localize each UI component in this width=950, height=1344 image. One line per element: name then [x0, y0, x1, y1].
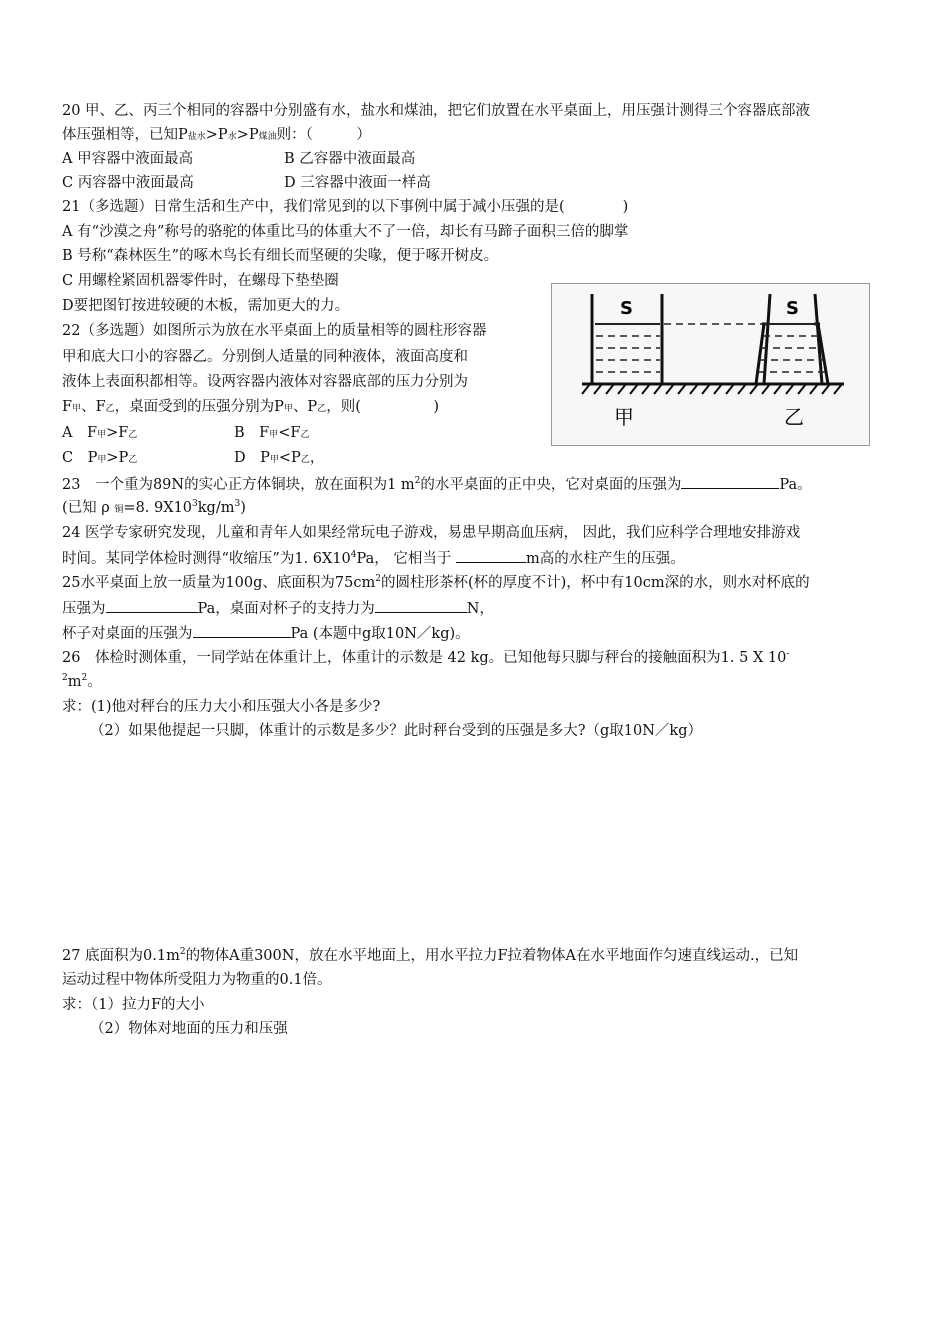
q25-support-force-blank[interactable] — [375, 598, 467, 613]
q24-line1: 24 医学专家研究发现，儿童和青年人如果经常玩电子游戏，易患早期高血压病， 因此，我们应科学合理地安排游戏 — [62, 525, 801, 541]
q22-stem-line1: 22（多选题）如图所示为放在水平桌面上的质量相等的圆柱形容器 — [62, 323, 487, 339]
q20-stem-line1: 20 甲、乙、丙三个相同的容器中分别盛有水，盐水和煤油，把它们放置在水平桌面上，用压强计测得三个容器底部液 — [62, 103, 811, 119]
q25-line2: 压强为 Pa，桌面对杯子的支持力为 N， — [62, 598, 494, 619]
q20-option-b: B 乙容器中液面最高 — [284, 151, 416, 167]
q22-stem-line2: 甲和底大口小的容器乙。分别倒人适量的同种液体，液面高度和 — [62, 349, 468, 365]
q23-line2: (已知 ρ 铜=8. $9X10^3kg/m^3$) — [62, 499, 246, 516]
liquid-jia — [595, 324, 660, 372]
q26-line1: 26 体检时测体重，一同学站在体重计上，体重计的示数是 42 kg。已知他每只脚与秤台的接触面积为1. 5 X 10- — [62, 649, 790, 666]
q20-option-c: C 丙容器中液面最高 — [62, 175, 194, 191]
q25-line1: 25水平桌面上放一质量为100g、底面积为$75cm^2$的圆柱形茶杯(杯的厚度不计)，杯中有10cm深的水，则水对杯底的 — [62, 574, 810, 591]
q21-option-d: D要把图钉按进较硬的木板，需加更大的力。 — [62, 298, 350, 314]
q23-answer-blank[interactable] — [681, 474, 779, 489]
q26-subq1: 求：(1)他对秤台的压力大小和压强大小各是多少? — [62, 699, 381, 715]
q26-line2: $^2m^2$。 — [62, 673, 102, 690]
q21-option-c: C 用螺栓紧固机器零件时，在螺母下垫垫圈 — [62, 273, 339, 289]
q27-line2: 运动过程中物体所受阻力为物重的0.1倍。 — [62, 972, 332, 988]
label-s-jia: S — [620, 298, 633, 319]
q25-pressure-blank[interactable] — [106, 598, 198, 613]
containers-diagram — [552, 284, 869, 445]
q21-stem: 21（多选题）日常生活和生产中，我们常见到的以下事例中属于减小压强的是( ) — [62, 199, 629, 215]
label-s-yi: S — [786, 298, 799, 319]
q24-answer-blank[interactable] — [456, 548, 526, 563]
q24-line2: 时间。某同学体检时测得“收缩压”为1. $6X10^4Pa$， 它相当于 m高的水柱产生的压强。 — [62, 548, 685, 569]
q22-option-a: A F甲>F乙 — [62, 425, 138, 441]
q20-option-a: A 甲容器中液面最高 — [62, 151, 194, 167]
q20-stem-line2: 体压强相等，已知P盐水>P水>P煤油则：（ ） — [62, 127, 371, 143]
label-jia: 甲 — [614, 405, 634, 429]
containers-figure — [551, 283, 870, 446]
q27-subq2: （2）物体对地面的压力和压强 — [90, 1021, 288, 1037]
q26-subq2: （2）如果他提起一只脚，体重计的示数是多少？此时秤台受到的压强是多大?（g取10N／kg） — [90, 723, 702, 739]
q22-option-d: D P甲<P乙， — [234, 450, 325, 466]
q22-stem-line4: F甲、F乙，桌面受到的压强分别为P甲、P乙，则( ) — [62, 399, 440, 415]
q22-option-c: C P甲>P乙 — [62, 450, 138, 466]
q27-line1: 27 底面积为$0.1m^2$的物体A重300N，放在水平地面上，用水平拉力F拉着物体A在水平地面作匀速直线运动.，已知 — [62, 947, 799, 964]
q21-option-a: A 有“沙漠之舟”称号的骆驼的体重比马的体重大不了一倍，却长有马蹄子面积三倍的脚掌 — [62, 224, 629, 240]
q20-options-row2 — [62, 173, 431, 193]
q25-cup-pressure-blank[interactable] — [193, 623, 291, 638]
q27-subq1: 求：（1）拉力F的大小 — [62, 997, 205, 1013]
q22-options-row2 — [62, 448, 325, 470]
q20-option-d: D 三容器中液面一样高 — [284, 175, 431, 191]
q25-line3: 杯子对桌面的压强为 Pa (本题中g取10N／kg)。 — [62, 623, 470, 644]
label-yi: 乙 — [784, 405, 804, 429]
q23-line1: 23 一个重为89N的实心正方体铜块，放在面积为1 $m^2$的水平桌面的正中央，它对桌面的压强为 Pa。 — [62, 474, 812, 495]
q22-option-b: B F甲<F乙 — [234, 425, 310, 441]
q22-stem-line3: 液体上表面积都相等。设两容器内液体对容器底部的压力分别为 — [62, 374, 468, 390]
q22-options-row1 — [62, 423, 310, 445]
q21-option-b: B 号称“森林医生”的啄木鸟长有细长而坚硬的尖喙，便于啄开树皮。 — [62, 248, 499, 264]
q20-options-row1 — [62, 149, 416, 169]
